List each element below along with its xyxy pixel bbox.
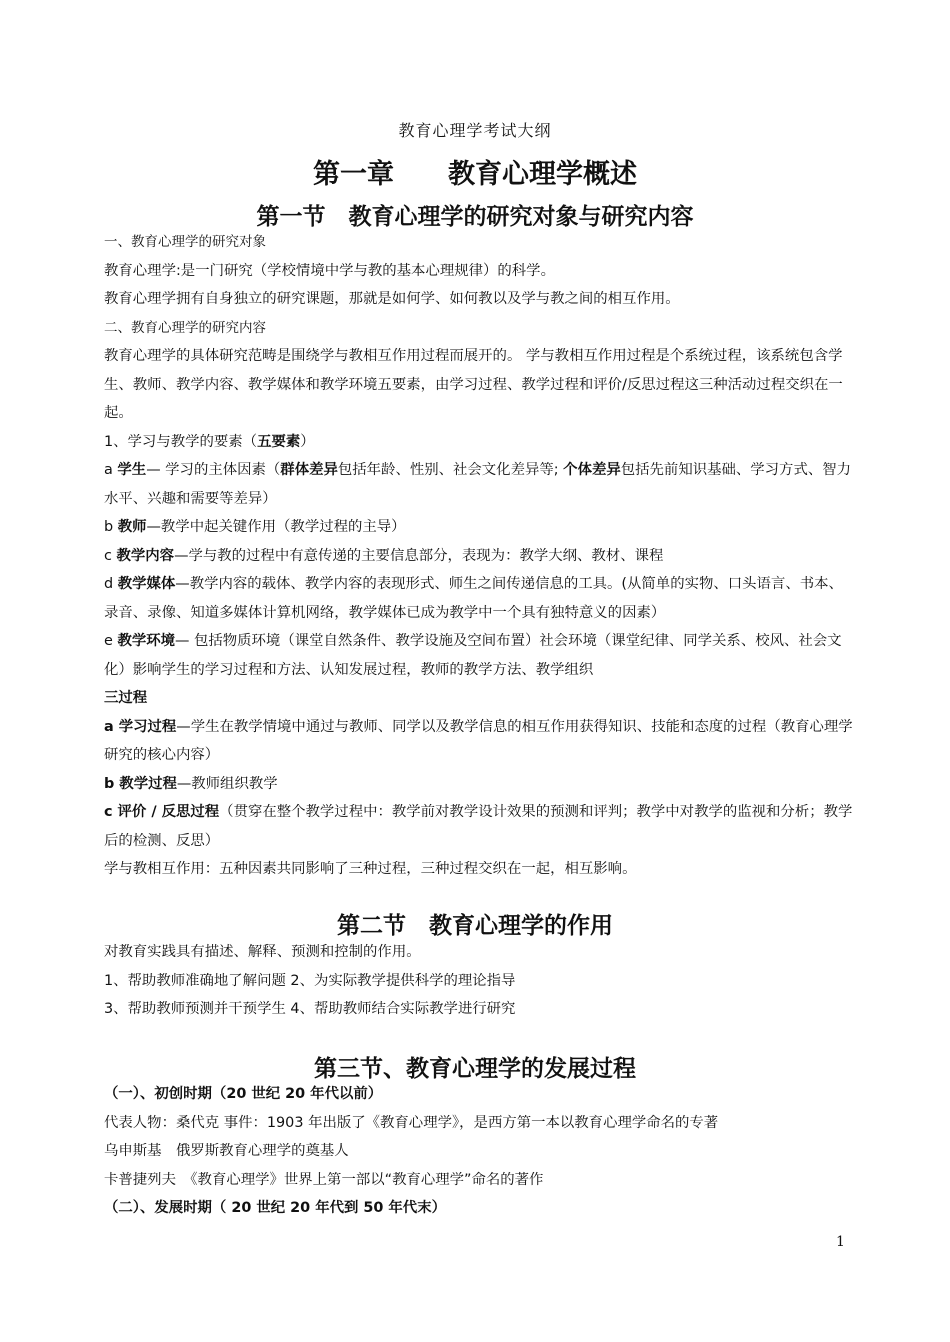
- paragraph: 卡普捷列夫 《教育心理学》世界上第一部以“教育心理学”命名的著作: [104, 1171, 544, 1188]
- chapter-title: 第一章 教育心理学概述: [313, 159, 637, 190]
- element-student: a 学生— 学习的主体因素（群体差异包括年龄、性别、社会文化差异等; 个体差异包括先前知识基础、学习方式、智力水平、兴趣和需要等差异）: [104, 462, 852, 507]
- period-1-heading: （一）、初创时期（20 世纪 20 年代以前）: [104, 1086, 383, 1102]
- element-media: d 教学媒体—教学内容的载体、教学内容的表现形式、师生之间传递信息的工具。(从简单的实物、口头语言、书本、录音、录像、知道多媒体计算机网络，教学媒体已成为教学中一个具有独特意义的因素）: [104, 576, 843, 621]
- paragraph: 代表人物：桑代克 事件：1903 年出版了《教育心理学》，是西方第一本以教育心理学命名的专著: [104, 1114, 719, 1131]
- element-content: c 教学内容—学与教的过程中有意传递的主要信息部分，表现为：教学大纲、教材、课程: [104, 547, 664, 564]
- section-1-title: 第一节 教育心理学的研究对象与研究内容: [256, 204, 694, 230]
- process-evaluation: c 评价 / 反思过程（贯穿在整个教学过程中：教学前对教学设计效果的预测和评判；教学中对教学的监视和分析；教学后的检测、反思）: [104, 804, 853, 849]
- document-title: 教育心理学考试大纲: [398, 121, 552, 140]
- paragraph: 学与教相互作用：五种因素共同影响了三种过程，三种过程交织在一起，相互影响。: [104, 861, 637, 877]
- section-3-title: 第三节、教育心理学的发展过程: [314, 1056, 636, 1082]
- period-2-heading: （二）、发展时期（ 20 世纪 20 年代到 50 年代末）: [104, 1200, 446, 1216]
- section-2-title: 第二节 教育心理学的作用: [337, 913, 613, 939]
- element-environment: e 教学环境— 包括物质环境（课堂自然条件、教学设施及空间布置）社会环境（课堂纪律、同学关系、校风、社会文化）影响学生的学习过程和方法、认知发展过程，教师的教学方法、教学组织: [104, 633, 842, 678]
- paragraph: 1、帮助教师准确地了解问题 2、为实际教学提供科学的理论指导: [104, 972, 516, 989]
- section-1-body: [104, 228, 854, 884]
- paragraph: 教育心理学的具体研究范畴是围绕学与教相互作用过程而展开的。 学与教相互作用过程是个系统过程，该系统包含学生、教师、教学内容、教学媒体和教学环境五要素，由学习过程、教学过程和评价/反思过程这三种活动过程交织在一起。: [104, 348, 843, 421]
- paragraph: 教育心理学拥有自身独立的研究课题，那就是如何学、如何教以及学与教之间的相互作用。: [104, 291, 680, 307]
- research-content-heading: 二、教育心理学的研究内容: [104, 319, 266, 336]
- paragraph: 乌申斯基 俄罗斯教育心理学的奠基人: [104, 1143, 349, 1159]
- section-3-body: [104, 1080, 854, 1223]
- paragraph: 教育心理学:是一门研究（学校情境中学与教的基本心理规律）的科学。: [104, 262, 555, 279]
- process-learning: a 学习过程—学生在教学情境中通过与教师、同学以及教学信息的相互作用获得知识、技能和态度的过程（教育心理学研究的核心内容）: [104, 718, 853, 763]
- section-2-body: [104, 938, 854, 1024]
- processes-heading: 三过程: [104, 690, 148, 706]
- elements-heading: 1、学习与教学的要素（五要素）: [104, 433, 315, 450]
- paragraph: 对教育实践具有描述、解释、预测和控制的作用。: [104, 944, 421, 960]
- element-teacher: b 教师—教学中起关键作用（教学过程的主导）: [104, 519, 406, 535]
- paragraph: 3、帮助教师预测并干预学生 4、帮助教师结合实际教学进行研究: [104, 1001, 516, 1017]
- process-teaching: b 教学过程—教师组织教学: [104, 775, 278, 792]
- research-object-heading: 一、教育心理学的研究对象: [104, 234, 266, 250]
- page-number: 1: [836, 1234, 845, 1250]
